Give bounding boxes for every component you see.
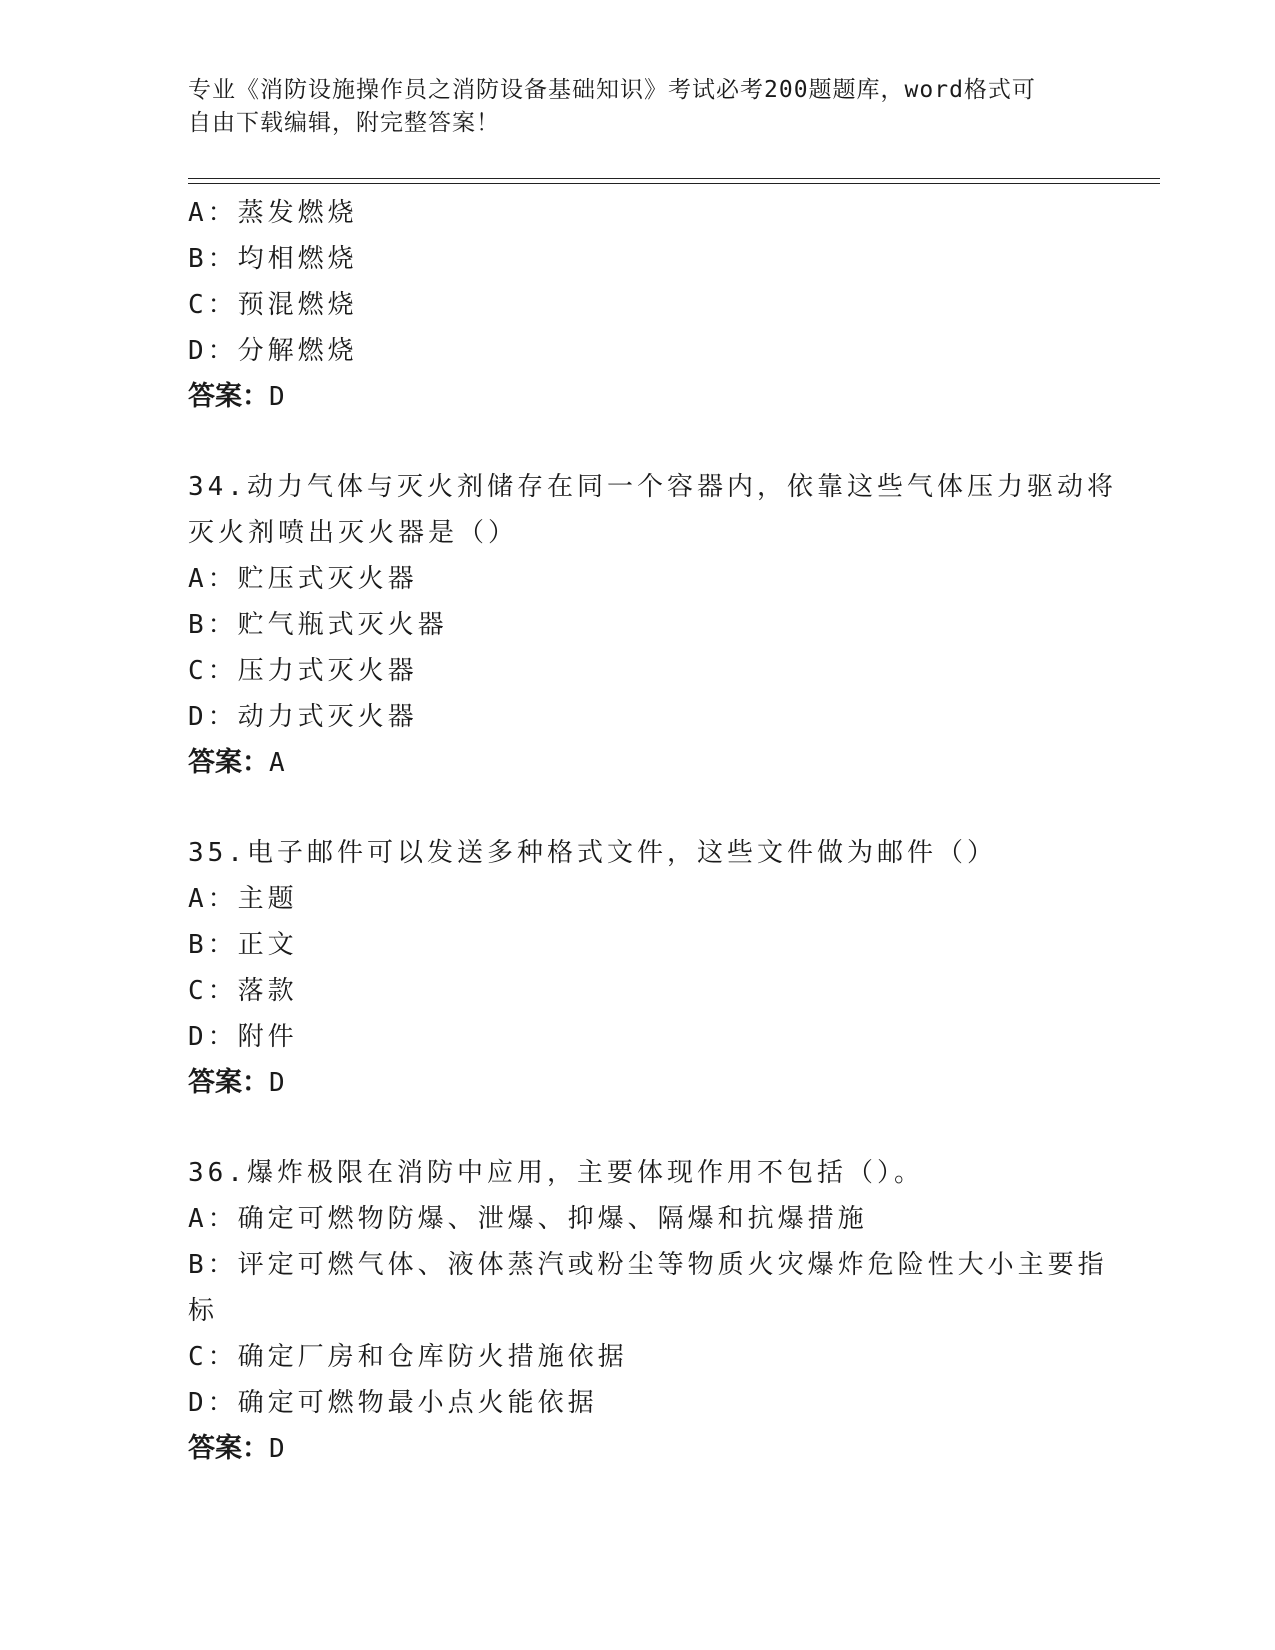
- question-list: [188, 190, 1117, 1472]
- answer-label: 答案：: [188, 381, 269, 412]
- option-b: B：正文: [188, 930, 298, 960]
- question-34: [188, 464, 1117, 786]
- answer-value: D: [269, 1068, 285, 1098]
- option-d: D：确定可燃物最小点火能依据: [188, 1388, 598, 1418]
- question-stem: 35.电子邮件可以发送多种格式文件，这些文件做为邮件（）: [188, 838, 997, 868]
- answer-label: 答案：: [188, 1433, 269, 1464]
- question-36: [188, 1150, 1108, 1472]
- option-a: A：蒸发燃烧: [188, 198, 358, 228]
- option-b: B：均相燃烧: [188, 244, 358, 274]
- answer-value: D: [269, 1434, 285, 1464]
- option-c: C：确定厂房和仓库防火措施依据: [188, 1342, 628, 1372]
- option-a: A：贮压式灭火器: [188, 564, 418, 594]
- question-stem: 36.爆炸极限在消防中应用，主要体现作用不包括（）。: [188, 1158, 924, 1188]
- option-c: C：预混燃烧: [188, 290, 358, 320]
- answer-label: 答案：: [188, 1067, 269, 1098]
- option-d: D：附件: [188, 1022, 298, 1052]
- answer-line: [188, 1426, 1088, 1472]
- option-b: B：贮气瓶式灭火器: [188, 610, 448, 640]
- header-divider: [188, 178, 1160, 184]
- answer-value: D: [269, 382, 285, 412]
- option-c: C：落款: [188, 976, 298, 1006]
- option-a: A：确定可燃物防爆、泄爆、抑爆、隔爆和抗爆措施: [188, 1204, 868, 1234]
- document-header: [188, 74, 1088, 140]
- answer-label: 答案：: [188, 747, 269, 778]
- option-a: A：主题: [188, 884, 298, 914]
- question-stem-continued: 灭火剂喷出灭火器是（）: [188, 518, 519, 548]
- option-b-continued: 标: [188, 1296, 219, 1326]
- option-c: C：压力式灭火器: [188, 656, 418, 686]
- question-stem: 34.动力气体与灭火剂储存在同一个容器内，依靠这些气体压力驱动将: [188, 472, 1117, 502]
- header-line-2: 自由下载编辑，附完整答案！: [188, 110, 500, 136]
- header-line-1: 专业《消防设施操作员之消防设备基础知识》考试必考200题题库，word格式可: [188, 77, 1036, 103]
- answer-line: [188, 740, 1088, 786]
- answer-line: [188, 374, 1088, 420]
- answer-line: [188, 1060, 1088, 1106]
- question-33: [188, 190, 1088, 420]
- option-d: D：动力式灭火器: [188, 702, 418, 732]
- question-35: [188, 830, 1088, 1106]
- option-d: D：分解燃烧: [188, 336, 358, 366]
- option-b: B：评定可燃气体、液体蒸汽或粉尘等物质火灾爆炸危险性大小主要指: [188, 1250, 1108, 1280]
- answer-value: A: [269, 748, 285, 778]
